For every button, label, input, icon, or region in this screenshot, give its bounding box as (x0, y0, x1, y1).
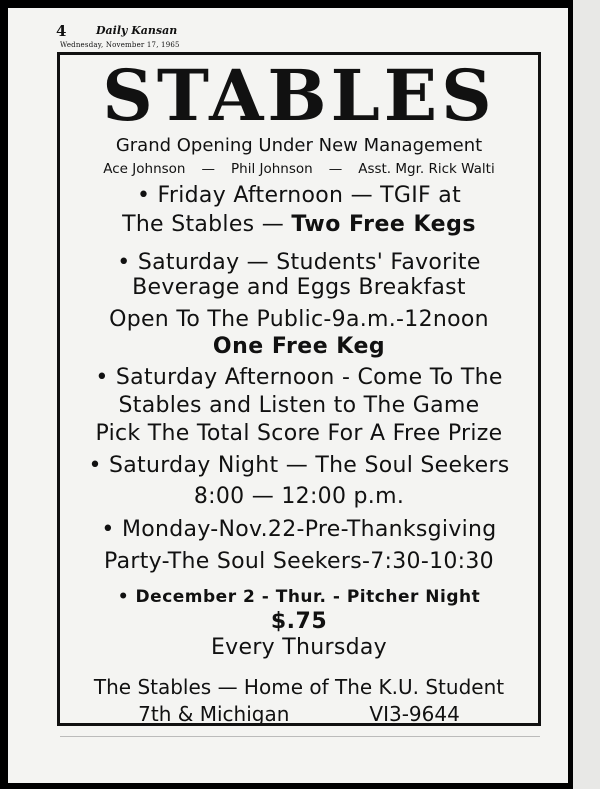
manager-separator: — (201, 161, 215, 177)
ad-subtitle: Grand Opening Under New Management (115, 135, 483, 156)
saturday-line-2: Beverage and Eggs Breakfast (132, 275, 466, 300)
manager-separator: — (328, 161, 343, 177)
afternoon-line-1: • Saturday Afternoon - Come To The (95, 365, 503, 390)
adjacent-page-edge (573, 0, 600, 789)
footer-line: The Stables — Home of The K.U. Student (93, 675, 505, 699)
stables-advertisement (57, 52, 541, 726)
phone-number: VI3-9644 (369, 702, 460, 726)
afternoon-line-2: Stables and Listen to The Game (118, 393, 480, 418)
monday-line-2: Party-The Soul Seekers-7:30-10:30 (104, 549, 494, 574)
night-line-2: 8:00 — 12:00 p.m. (193, 484, 405, 509)
page-number: 4 (56, 22, 67, 40)
two-free-kegs: Two Free Kegs (291, 212, 476, 237)
pitcher-price: $.75 (270, 609, 328, 634)
friday-line-1: • Friday Afternoon — TGIF at (136, 183, 461, 208)
monday-line-1: • Monday-Nov.22-Pre-Thanksgiving (101, 517, 497, 542)
contact-line (60, 702, 538, 726)
december-line: • December 2 - Thur. - Pitcher Night (117, 587, 481, 607)
saturday-line-1: • Saturday — Students' Favorite (117, 250, 481, 275)
one-free-keg: One Free Keg (212, 334, 386, 359)
friday-line-2 (60, 212, 538, 237)
every-thursday: Every Thursday (210, 635, 387, 660)
issue-date: Wednesday, November 17, 1965 (60, 41, 180, 49)
friday-line-2-text: The Stables — (122, 212, 292, 237)
manager-1: Ace Johnson (103, 161, 186, 177)
afternoon-line-3: Pick The Total Score For A Free Prize (95, 421, 503, 446)
address: 7th & Michigan (138, 702, 290, 726)
bottom-rule (60, 736, 540, 737)
manager-line (60, 161, 538, 177)
saturday-line-3: Open To The Public-9a.m.-12noon (109, 307, 489, 332)
manager-2: Phil Johnson (231, 161, 313, 177)
ad-title: STABLES (102, 54, 496, 137)
manager-3: Asst. Mgr. Rick Walti (358, 161, 495, 177)
night-line-1: • Saturday Night — The Soul Seekers (88, 453, 510, 478)
newspaper-name: Daily Kansan (96, 24, 178, 37)
